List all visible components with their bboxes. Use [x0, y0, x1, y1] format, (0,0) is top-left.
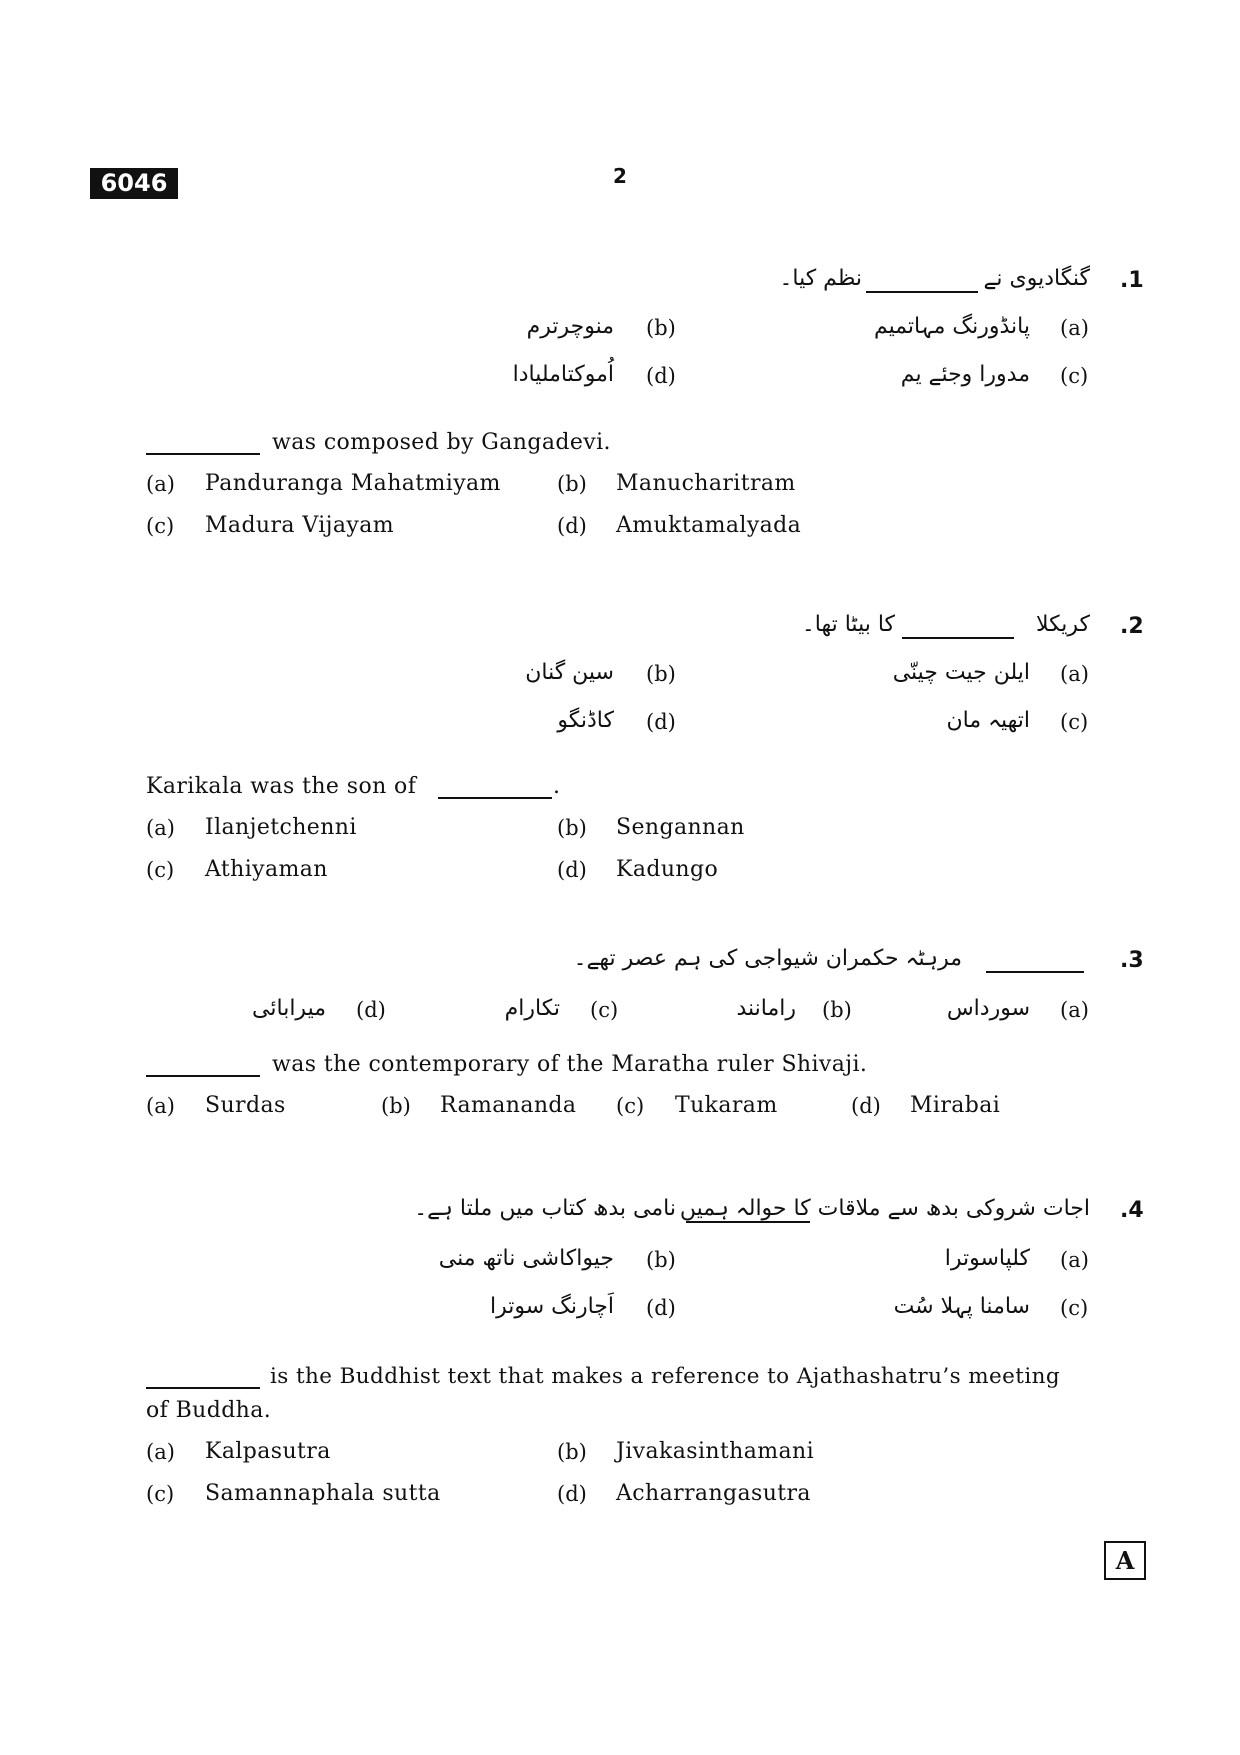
- q4-label-b: (b): [557, 1440, 587, 1464]
- q2-label-c: (c): [146, 858, 175, 882]
- q2-urdu-blank: [902, 636, 1014, 639]
- q2-urdu-option-d: کاڈنگو: [557, 708, 614, 733]
- q2-urdu-label-a: (a): [1060, 662, 1089, 686]
- q2-urdu-option-a: ایلن جیت چینّی: [892, 660, 1030, 685]
- page-number: 2: [613, 164, 627, 188]
- q1-option-a: Panduranga Mahatmiyam: [205, 471, 501, 496]
- q4-english-blank: [146, 1386, 260, 1389]
- q3-option-b: Ramananda: [440, 1093, 577, 1118]
- q3-urdu-label-a: (a): [1060, 998, 1089, 1022]
- q2-urdu-stem-end: کا بیٹا تھا۔: [801, 612, 895, 637]
- q1-label-d: (d): [557, 514, 587, 538]
- q2-urdu-stem-start: کریکلا: [1035, 612, 1090, 637]
- q4-urdu-option-d: اَچارنگ سوترا: [489, 1294, 614, 1319]
- q2-english-blank: [438, 796, 552, 799]
- q1-label-b: (b): [557, 472, 587, 496]
- q4-urdu-option-a: کلپاسوترا: [944, 1246, 1030, 1271]
- q4-urdu-stem-end: نامی بدھ کتاب میں ملتا ہے۔: [414, 1196, 676, 1221]
- q2-option-d: Kadungo: [616, 857, 719, 882]
- q3-option-d: Mirabai: [910, 1093, 1001, 1118]
- q1-urdu-label-c: (c): [1060, 364, 1089, 388]
- paper-code-badge: 6046: [90, 168, 178, 199]
- q4-urdu-number: .4: [1120, 1198, 1144, 1223]
- q2-label-a: (a): [146, 816, 175, 840]
- q3-label-d: (d): [851, 1094, 881, 1118]
- q1-option-d: Amuktamalyada: [616, 513, 802, 538]
- q1-urdu-label-a: (a): [1060, 316, 1089, 340]
- q1-english-blank: [146, 452, 260, 455]
- q4-label-a: (a): [146, 1440, 175, 1464]
- q3-urdu-label-d: (d): [356, 998, 386, 1022]
- q1-label-c: (c): [146, 514, 175, 538]
- q3-label-b: (b): [381, 1094, 411, 1118]
- q3-urdu-number: .3: [1120, 948, 1144, 973]
- q3-urdu-label-b: (b): [822, 998, 852, 1022]
- q2-urdu-number: .2: [1120, 614, 1144, 639]
- q2-urdu-label-d: (d): [646, 710, 676, 734]
- q1-english-stem: was composed by Gangadevi.: [272, 430, 611, 455]
- q3-option-a: Surdas: [205, 1093, 286, 1118]
- q3-english-stem: was the contemporary of the Maratha ruler Shivaji.: [272, 1052, 868, 1077]
- q3-urdu-option-d: میرابائی: [252, 996, 326, 1021]
- q3-label-c: (c): [616, 1094, 645, 1118]
- q1-urdu-blank: [866, 290, 978, 293]
- question-set-box: A: [1104, 1541, 1146, 1580]
- q2-english-stem: Karikala was the son of: [146, 774, 417, 799]
- q4-option-b: Jivakasinthamani: [616, 1439, 815, 1464]
- q4-urdu-label-c: (c): [1060, 1296, 1089, 1320]
- q4-urdu-label-d: (d): [646, 1296, 676, 1320]
- q2-label-b: (b): [557, 816, 587, 840]
- q2-urdu-option-c: اتھیہ مان: [946, 708, 1030, 733]
- q2-urdu-label-b: (b): [646, 662, 676, 686]
- q1-urdu-option-d: اُموکتاملیادا: [512, 362, 614, 387]
- q4-urdu-option-b: جیواکاشی ناتھ منی: [438, 1246, 614, 1271]
- q3-urdu-option-a: سورداس: [946, 996, 1030, 1021]
- q3-label-a: (a): [146, 1094, 175, 1118]
- q1-urdu-label-b: (b): [646, 316, 676, 340]
- q1-urdu-stem-start: گنگادیوی نے: [983, 266, 1090, 291]
- q1-urdu-option-b: منوچرترم: [526, 314, 614, 339]
- q1-urdu-number: .1: [1120, 268, 1144, 293]
- q3-urdu-option-b: رامانند: [736, 996, 796, 1021]
- q2-option-b: Sengannan: [616, 815, 745, 840]
- q2-urdu-label-c: (c): [1060, 710, 1089, 734]
- q2-english-period: .: [553, 774, 561, 799]
- q2-label-d: (d): [557, 858, 587, 882]
- q2-option-c: Athiyaman: [205, 857, 328, 882]
- q4-english-stem-line1: is the Buddhist text that makes a reference to Ajathashatru’s meeting: [270, 1364, 1060, 1389]
- q1-urdu-stem-end: نظم کیا۔: [779, 266, 862, 291]
- q4-option-c: Samannaphala sutta: [205, 1481, 441, 1506]
- q3-english-blank: [146, 1074, 260, 1077]
- q3-urdu-blank: [986, 970, 1084, 973]
- q1-urdu-option-a: پانڈورنگ مہاتمیم: [873, 314, 1030, 339]
- q1-label-a: (a): [146, 472, 175, 496]
- q1-urdu-option-c: مدورا وجئے یم: [900, 362, 1030, 387]
- q4-label-d: (d): [557, 1482, 587, 1506]
- q4-label-c: (c): [146, 1482, 175, 1506]
- q4-urdu-label-a: (a): [1060, 1248, 1089, 1272]
- q4-urdu-stem-start: اجات شروکی بدھ سے ملاقات کا حوالہ ہمیں: [679, 1196, 1090, 1221]
- q3-urdu-label-c: (c): [590, 998, 619, 1022]
- q1-option-b: Manucharitram: [616, 471, 796, 496]
- q3-urdu-stem: مرہٹہ حکمران شیواجی کی ہم عصر تھے۔: [573, 946, 962, 971]
- q4-urdu-blank: [686, 1220, 810, 1223]
- q4-option-a: Kalpasutra: [205, 1439, 331, 1464]
- q3-option-c: Tukaram: [675, 1093, 778, 1118]
- q2-option-a: Ilanjetchenni: [205, 815, 357, 840]
- q3-urdu-option-c: تکارام: [504, 996, 560, 1021]
- q1-urdu-label-d: (d): [646, 364, 676, 388]
- q4-english-stem-line2: of Buddha.: [146, 1398, 272, 1423]
- q1-option-c: Madura Vijayam: [205, 513, 395, 538]
- q2-urdu-option-b: سین گنان: [525, 660, 614, 685]
- q4-urdu-label-b: (b): [646, 1248, 676, 1272]
- q4-option-d: Acharrangasutra: [616, 1481, 811, 1506]
- q4-urdu-option-c: سامنا پہلا سُت: [893, 1294, 1030, 1319]
